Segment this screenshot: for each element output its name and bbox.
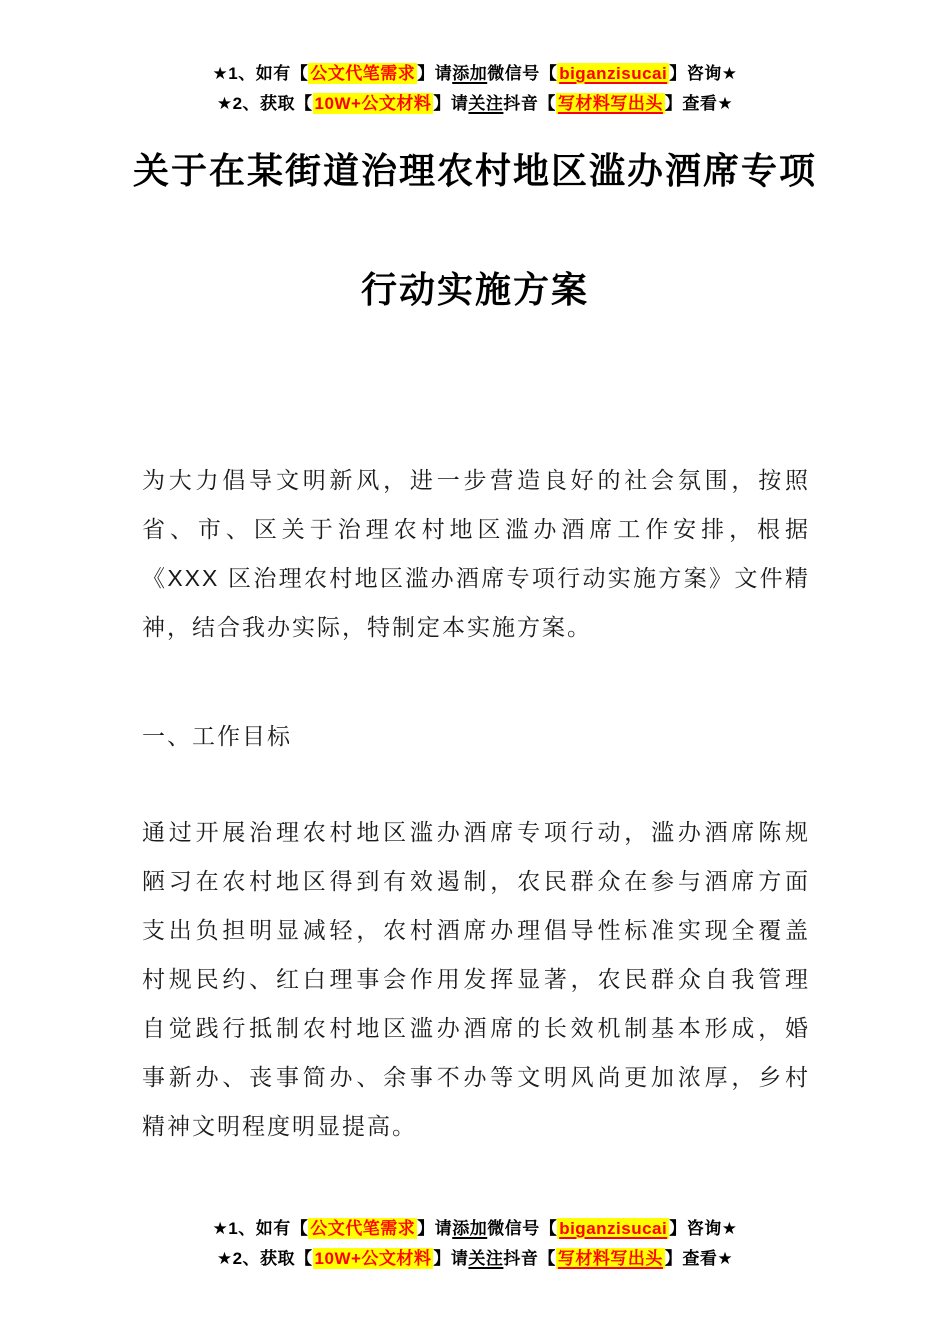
paragraph-line: 神，结合我办实际，特制定本实施方案。 [142, 614, 592, 640]
paragraph-line: 自觉践行抵制农村地区滥办酒席的长效机制基本形成，婚 [142, 1015, 810, 1041]
paragraph-line: 事新办、丧事简办、余事不办等文明风尚更加浓厚，乡村 [142, 1064, 810, 1090]
promo-offer-highlight: 10W+公文材料 [314, 94, 432, 113]
promo-footer-line-2 [0, 1244, 950, 1274]
promo-offer-highlight: 公文代笔需求 [310, 64, 416, 83]
promo-offer-highlight: 公文代笔需求 [310, 1219, 416, 1238]
paragraph-line: 村规民约、红白理事会作用发挥显著，农民群众自我管理 [142, 966, 810, 992]
promo-bracket-request: 】请 [433, 1249, 469, 1268]
promo-channel: 抖音【 [503, 94, 556, 113]
promo-prefix: ★1、如有【 [212, 64, 309, 83]
wechat-account-highlight: biganzisucai [559, 64, 668, 83]
promo-bracket-request: 】请 [417, 64, 453, 83]
douyin-account-highlight: 写材料写出头 [557, 1249, 663, 1268]
paragraph-line: 为大力倡导文明新风，进一步营造良好的社会氛围，按照 [142, 467, 810, 493]
promo-footer [0, 1214, 950, 1274]
document-title-line-1: 关于在某街道治理农村地区滥办酒席专项 [132, 150, 817, 191]
promo-suffix: 】咨询★ [669, 1219, 738, 1238]
promo-prefix: ★1、如有【 [212, 1219, 309, 1238]
promo-prefix: ★2、获取【 [216, 1249, 313, 1268]
promo-header-line-1 [0, 59, 950, 89]
promo-bracket-request: 】请 [417, 1219, 453, 1238]
paragraph-line: 通过开展治理农村地区滥办酒席专项行动，滥办酒席陈规 [142, 819, 810, 845]
douyin-account-highlight: 写材料写出头 [557, 94, 663, 113]
promo-action-underlined: 添加 [452, 1219, 488, 1238]
promo-suffix: 】咨询★ [669, 64, 738, 83]
promo-action-underlined: 关注 [468, 1249, 504, 1268]
promo-channel: 抖音【 [503, 1249, 556, 1268]
paragraph-line: 精神文明程度明显提高。 [142, 1113, 417, 1139]
promo-action-underlined: 添加 [452, 64, 488, 83]
promo-header [0, 59, 950, 119]
goals-paragraph [142, 808, 810, 1151]
paragraph-line: 省、市、区关于治理农村地区滥办酒席工作安排，根据 [142, 516, 810, 542]
intro-paragraph [142, 456, 810, 652]
promo-offer-highlight: 10W+公文材料 [314, 1249, 432, 1268]
wechat-account-highlight: biganzisucai [559, 1219, 668, 1238]
paragraph-line: 支出负担明显减轻，农村酒席办理倡导性标准实现全覆盖 [142, 917, 810, 943]
promo-channel: 微信号【 [487, 1219, 558, 1238]
paragraph-line: 陋习在农村地区得到有效遏制，农民群众在参与酒席方面 [142, 868, 810, 894]
promo-suffix: 】查看★ [664, 1249, 734, 1268]
section-heading-work-goals: 一、工作目标 [142, 723, 292, 749]
promo-bracket-request: 】请 [433, 94, 469, 113]
promo-prefix: ★2、获取【 [216, 94, 313, 113]
promo-header-line-2 [0, 89, 950, 119]
promo-action-underlined: 关注 [468, 94, 504, 113]
promo-channel: 微信号【 [487, 64, 558, 83]
promo-footer-line-1 [0, 1214, 950, 1244]
promo-suffix: 】查看★ [664, 94, 734, 113]
paragraph-line: 《XXX 区治理农村地区滥办酒席专项行动实施方案》文件精 [142, 565, 810, 591]
document-title-line-2: 行动实施方案 [360, 269, 589, 310]
